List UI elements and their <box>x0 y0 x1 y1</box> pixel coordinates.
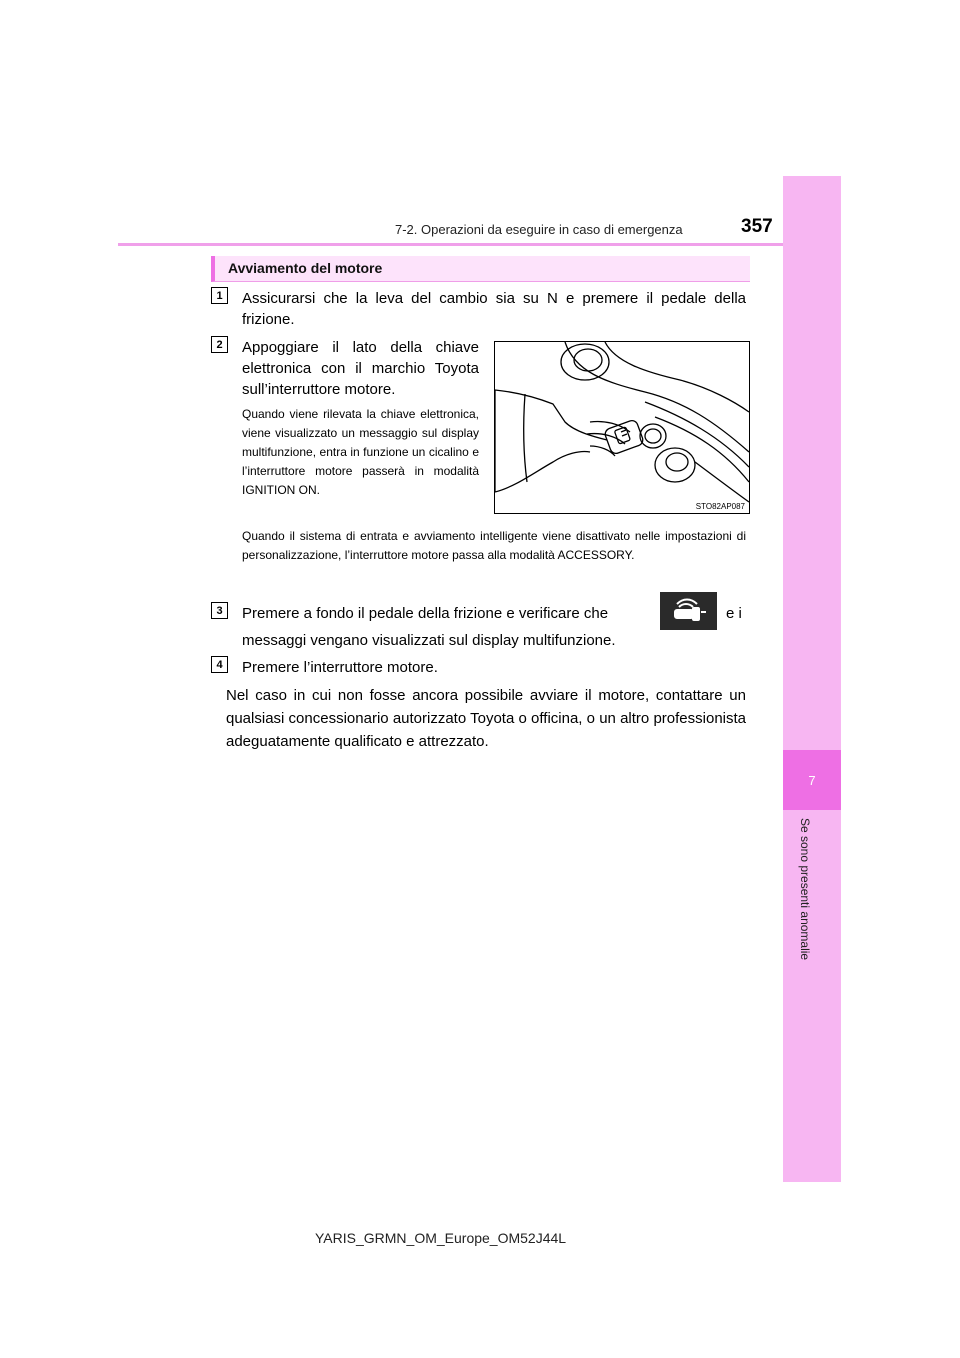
step-badge-3: 3 <box>211 602 228 619</box>
chapter-title: Se sono presenti anomalie <box>798 818 812 961</box>
section-title-bar <box>211 256 750 282</box>
section-title: Avviamento del motore <box>228 260 383 276</box>
key-on-switch-figure <box>494 341 750 514</box>
chapter-side-tab <box>783 176 841 1182</box>
step-badge-2: 2 <box>211 336 228 353</box>
page-number: 357 <box>741 216 773 237</box>
document-footer: YARIS_GRMN_OM_Europe_OM52J44L <box>315 1230 567 1246</box>
step-3-text-after: e i <box>726 605 742 622</box>
figure-code: STO82AP087 <box>695 502 745 511</box>
step-2-note: Quando viene rilevata la chiave elettronica, viene visualizzato un messaggio sul display multifunzione, entra in funzione un cicalino e l’interruttore motore passerà in modalità IGNITION ON. <box>242 407 479 497</box>
section-path: 7-2. Operazioni da eseguire in caso di emergenza <box>395 222 683 237</box>
step-4-text: Premere l’interruttore motore. <box>242 659 438 676</box>
chapter-number: 7 <box>783 750 841 810</box>
step-2-text: Appoggiare il lato della chiave elettronica con il marchio Toyota sull’interruttore motore. <box>242 339 479 398</box>
step-3-text-line2: messaggi vengano visualizzati sul display multifunzione. <box>242 632 616 649</box>
step-3-text-before: Premere a fondo il pedale della frizione e verificare che <box>242 605 609 622</box>
header-rule <box>118 243 783 246</box>
step-badge-4: 4 <box>211 656 228 673</box>
closing-paragraph: Nel caso in cui non fosse ancora possibile avviare il motore, contattare un qualsiasi concessionario autorizzato Toyota o officina, o un altro professionista adeguatamente qualificato e attrezzato. <box>226 687 746 750</box>
accessory-note: Quando il sistema di entrata e avviamento intelligente viene disattivato nelle impostazioni di personalizzazione, l’interruttore motore passa alla modalità ACCESSORY. <box>242 529 746 562</box>
hand-pressing-key-illustration <box>495 342 749 513</box>
step-1-text: Assicurarsi che la leva del cambio sia su N e premere il pedale della frizione. <box>242 290 746 328</box>
key-indicator-icon <box>660 592 717 630</box>
step-badge-1: 1 <box>211 287 228 304</box>
